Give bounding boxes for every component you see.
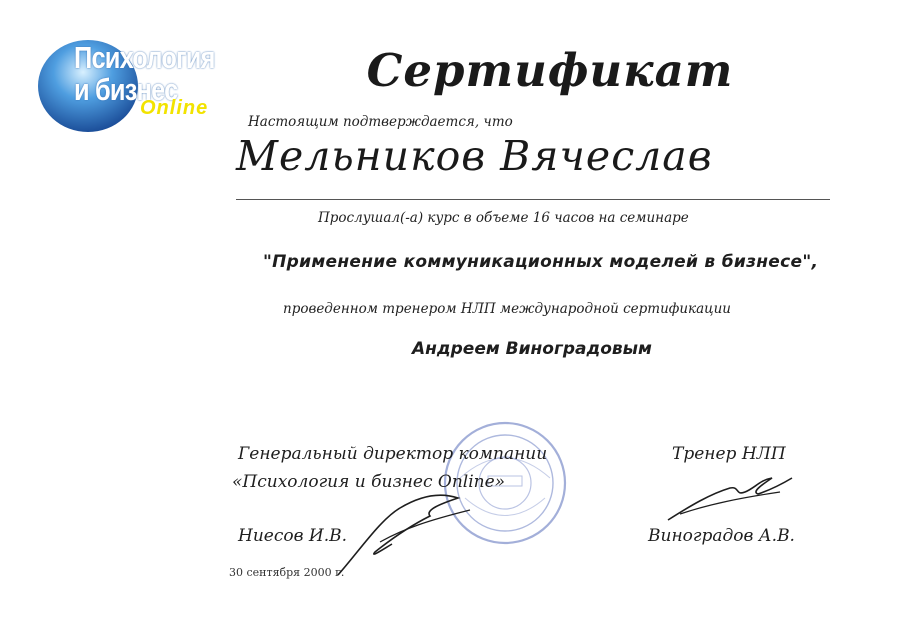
intro-text: Настоящим подтверждается, что bbox=[248, 114, 513, 130]
course-title: "Применение коммуникационных моделей в бизнесе", bbox=[263, 252, 819, 272]
nlp-trainer-name: Виноградов А.В. bbox=[648, 526, 795, 546]
director-name: Ниесов И.В. bbox=[238, 526, 348, 546]
company-logo bbox=[36, 28, 236, 138]
company-name: «Психология и бизнес Online» bbox=[232, 472, 506, 492]
director-signature bbox=[330, 480, 480, 590]
logo-line1: Психология bbox=[74, 40, 215, 75]
course-line: Прослушал(-а) курс в объеме 16 часов на семинаре bbox=[318, 210, 689, 226]
recipient-name: Мельников Вячеслав bbox=[236, 132, 713, 180]
issue-date: 30 сентября 2000 г. bbox=[229, 566, 345, 579]
logo-line2: и бизнес bbox=[74, 72, 178, 107]
certificate-title: Сертификат bbox=[366, 44, 734, 97]
name-underline bbox=[236, 199, 830, 200]
trainer-name: Андреем Виноградовым bbox=[412, 339, 652, 359]
director-title: Генеральный директор компании bbox=[238, 444, 548, 464]
logo-online: Online bbox=[140, 97, 209, 119]
trainer-line: проведенном тренером НЛП международной сертификации bbox=[283, 301, 731, 317]
nlp-trainer-title: Тренер НЛП bbox=[672, 444, 786, 464]
trainer-signature bbox=[660, 466, 800, 526]
